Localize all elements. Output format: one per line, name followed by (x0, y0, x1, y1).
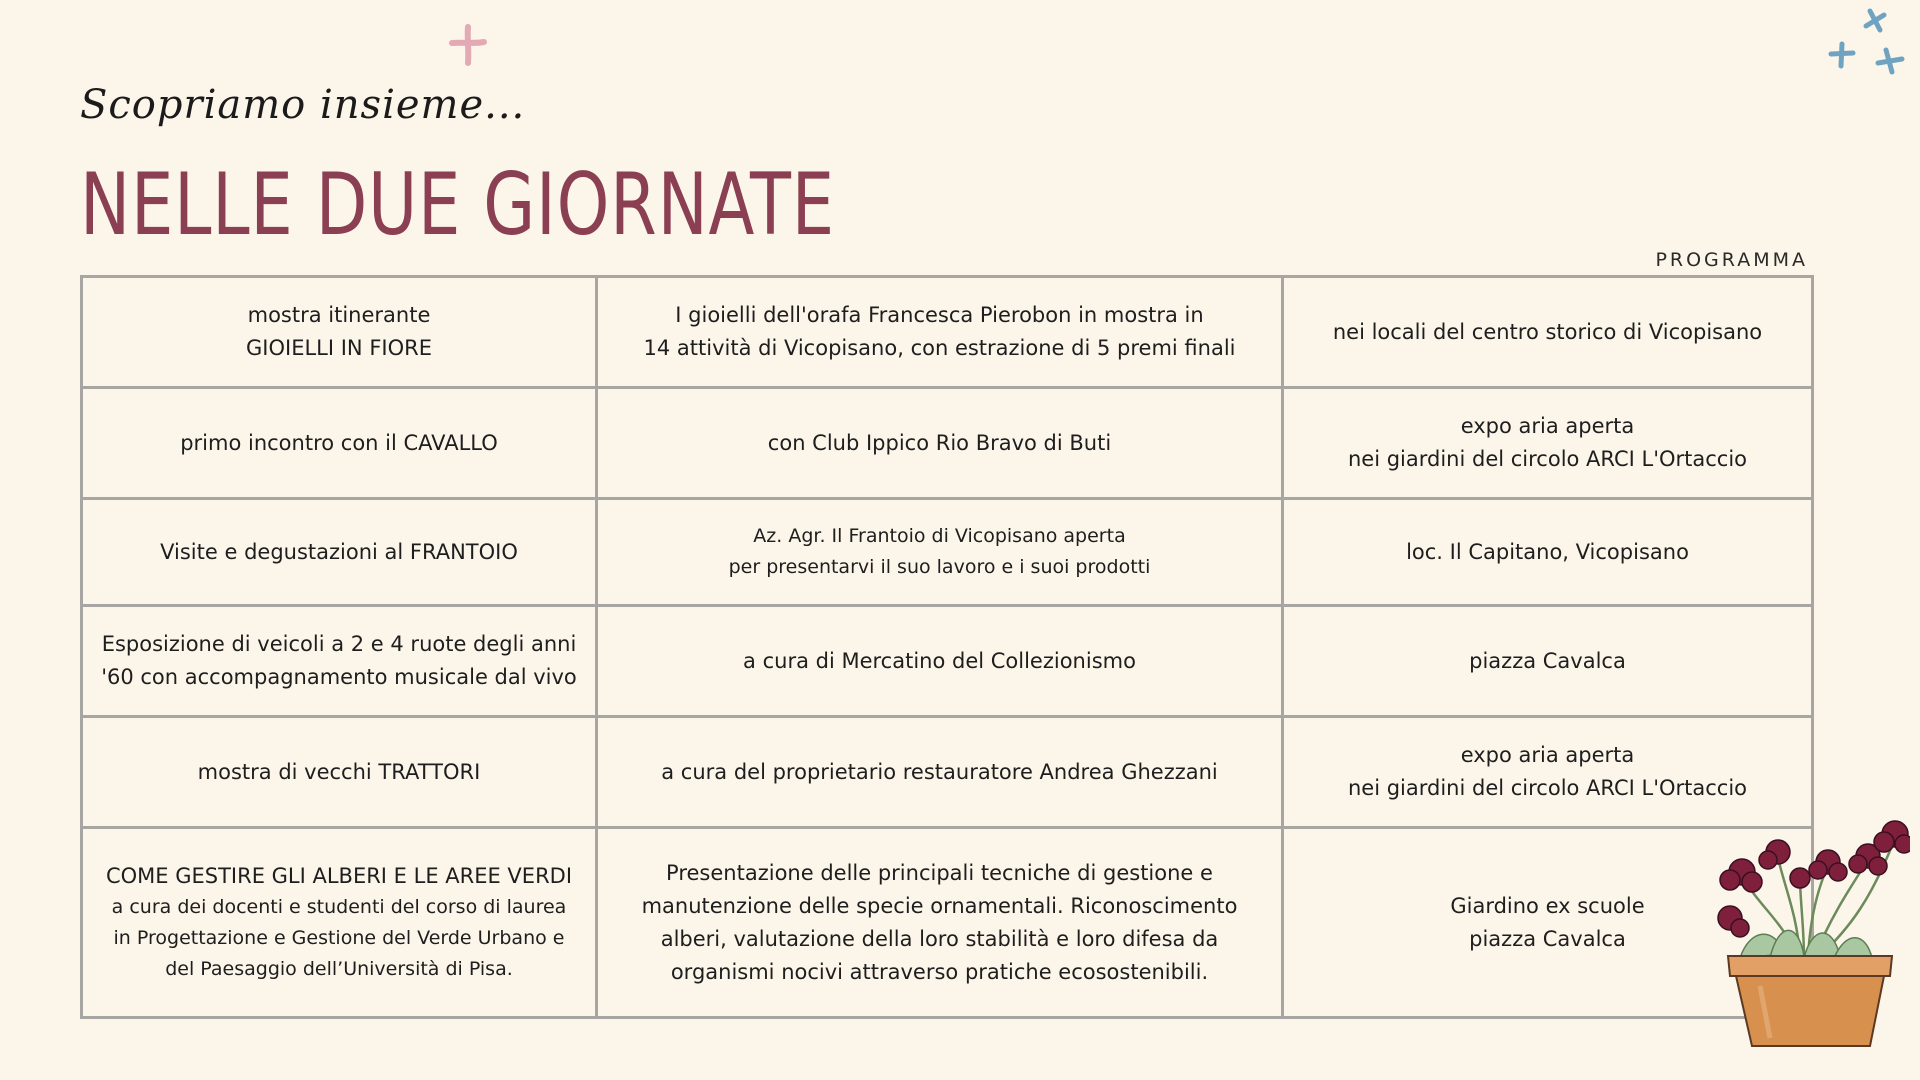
details-text: organismi nocivi attraverso pratiche ecosostenibili. (670, 959, 1209, 984)
flower-pot-icon (1700, 808, 1910, 1053)
page-subtitle: Scopriamo insieme... (80, 82, 526, 128)
details-text: Az. Agr. Il Frantoio di Vicopisano aperta (753, 525, 1126, 547)
event-text: a cura dei docenti e studenti del corso di laurea (111, 895, 567, 918)
details-cell (597, 388, 1283, 499)
table-row (82, 606, 1813, 717)
section-label: PROGRAMMA (1655, 249, 1808, 271)
table-row (82, 388, 1813, 499)
event-text: Esposizione di veicoli a 2 e 4 ruote degli anni (101, 632, 577, 656)
details-cell (597, 828, 1283, 1018)
table-row (82, 717, 1813, 828)
location-text: nei locali del centro storico di Vicopisano (1332, 319, 1763, 344)
event-cell (82, 828, 597, 1018)
event-cell (82, 388, 597, 499)
table-row (82, 499, 1813, 606)
event-cell (82, 606, 597, 717)
details-text: 14 attività di Vicopisano, con estrazione di 5 premi finali (643, 336, 1236, 360)
location-text: Giardino ex scuole (1450, 893, 1645, 918)
location-cell (1283, 606, 1813, 717)
details-text: alberi, valutazione della loro stabilità e loro difesa da (660, 926, 1219, 951)
details-text: con Club Ippico Rio Bravo di Buti (767, 430, 1112, 455)
details-cell (597, 717, 1283, 828)
location-text: piazza Cavalca (1469, 926, 1626, 951)
details-text: I gioielli dell'orafa Francesca Pierobon in mostra in (675, 303, 1204, 327)
location-text: expo aria aperta (1460, 743, 1635, 767)
location-cell (1283, 388, 1813, 499)
event-cell (82, 499, 597, 606)
event-text: COME GESTIRE GLI ALBERI E LE AREE VERDI (105, 863, 573, 888)
details-cell (597, 499, 1283, 606)
location-text: nei giardini del circolo ARCI L'Ortaccio (1347, 447, 1748, 471)
event-cell (82, 277, 597, 388)
details-text: a cura di Mercatino del Collezionismo (743, 648, 1136, 673)
event-text: mostra di vecchi TRATTORI (197, 759, 481, 784)
location-text: expo aria aperta (1460, 414, 1635, 438)
event-text: del Paesaggio dell’Università di Pisa. (165, 957, 513, 980)
details-cell (597, 277, 1283, 388)
event-text: GIOIELLI IN FIORE (246, 336, 432, 360)
location-cell (1283, 499, 1813, 606)
details-text: Presentazione delle principali tecniche di gestione e (666, 860, 1213, 885)
location-text: nei giardini del circolo ARCI L'Ortaccio (1347, 776, 1748, 800)
page-title: NELLE DUE GIORNATE (80, 155, 835, 255)
location-text: piazza Cavalca (1469, 648, 1626, 673)
table-row (82, 828, 1813, 1018)
details-text: manutenzione delle specie ornamentali. Riconoscimento (641, 893, 1238, 918)
event-text: Visite e degustazioni al FRANTOIO (160, 539, 518, 564)
blue-sparkles-icon (1826, 6, 1916, 76)
pink-sparkle-icon (448, 24, 488, 66)
table-row (82, 277, 1813, 388)
event-cell (82, 717, 597, 828)
event-text: mostra itinerante (247, 303, 431, 327)
program-table (80, 275, 1814, 1019)
event-text: in Progettazione e Gestione del Verde Urbano e (113, 926, 565, 949)
details-cell (597, 606, 1283, 717)
details-text: a cura del proprietario restauratore Andrea Ghezzani (661, 759, 1218, 784)
event-text: primo incontro con il CAVALLO (180, 430, 498, 455)
location-text: loc. Il Capitano, Vicopisano (1406, 539, 1689, 564)
details-text: per presentarvi il suo lavoro e i suoi prodotti (728, 556, 1151, 578)
event-text: '60 con accompagnamento musicale dal vivo (101, 665, 577, 689)
location-cell (1283, 277, 1813, 388)
